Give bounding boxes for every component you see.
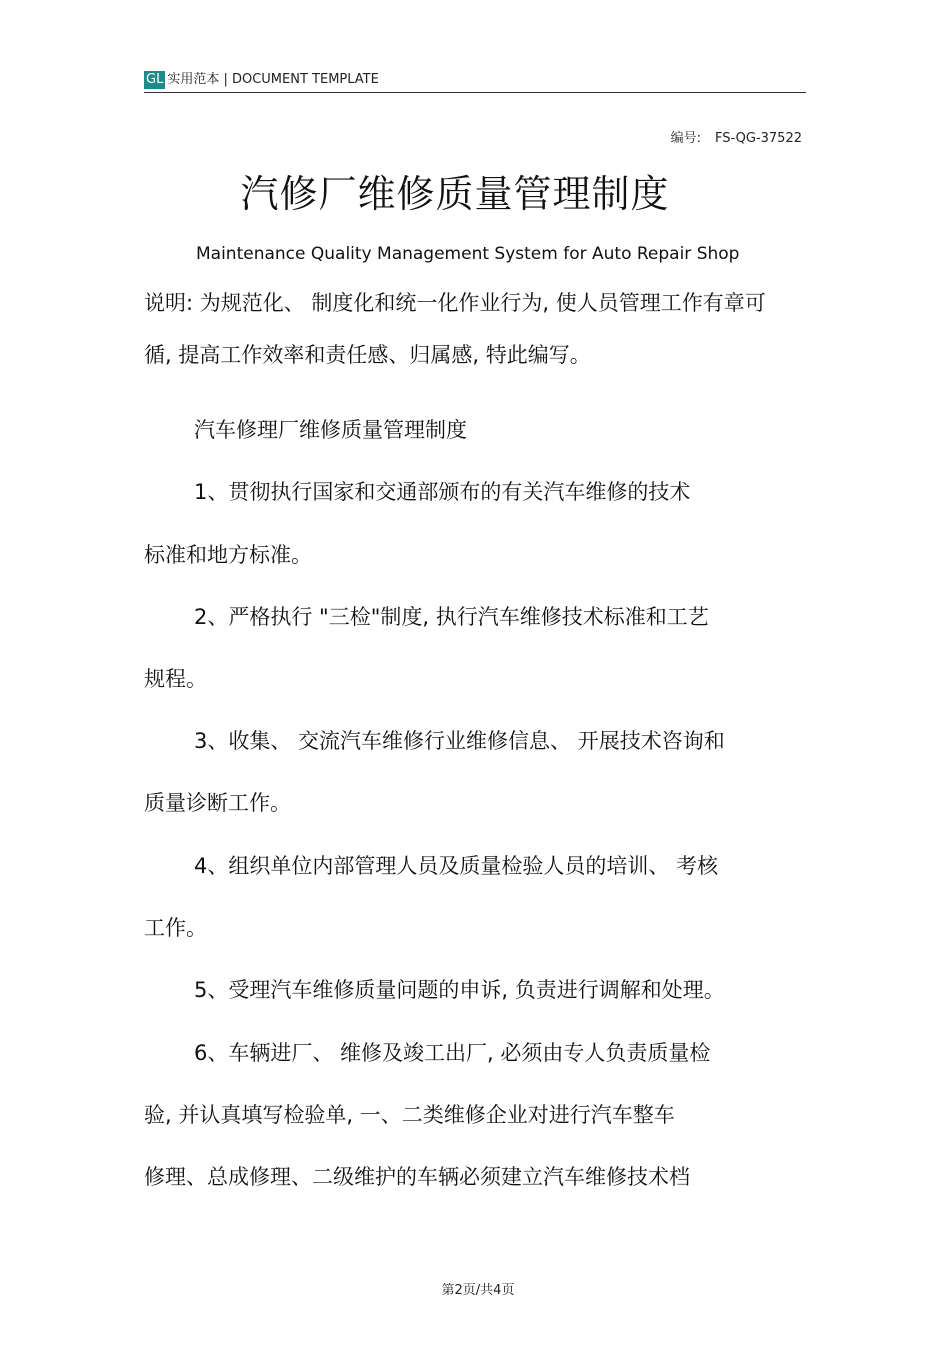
document-number [671, 127, 802, 146]
body-line: 5、受理汽车维修质量问题的申诉, 负责进行调解和处理。 [194, 978, 725, 1002]
section-heading: 汽车修理厂维修质量管理制度 [194, 418, 467, 442]
body-line: 4、组织单位内部管理人员及质量检验人员的培训、 考核 [194, 854, 719, 878]
body-line: 说明: 为规范化、 制度化和统一化作业行为, 使人员管理工作有章可 [144, 291, 766, 315]
body-line: 修理、总成修理、二级维护的车辆必须建立汽车维修技术档 [144, 1165, 690, 1189]
body-line: 循, 提高工作效率和责任感、归属感, 特此编写。 [144, 343, 591, 367]
brand-logo: GL [146, 72, 164, 87]
page-footer: 第2页/共4页 [441, 1283, 515, 1298]
document-title: 汽修厂维修质量管理制度 [240, 172, 670, 216]
body-line: 质量诊断工作。 [144, 791, 291, 815]
body-line: 工作。 [144, 916, 207, 940]
body-line: 规程。 [144, 667, 207, 691]
header-text: 实用范本 | DOCUMENT TEMPLATE [167, 72, 379, 87]
body-line: 验, 并认真填写检验单, 一、二类维修企业对进行汽车整车 [144, 1103, 675, 1127]
page-header [144, 70, 806, 93]
body-line: 标准和地方标准。 [144, 543, 312, 567]
document-number-value: FS-QG-37522 [714, 131, 802, 146]
body-line: 3、收集、 交流汽车维修行业维修信息、 开展技术咨询和 [194, 729, 725, 753]
document-subtitle: Maintenance Quality Management System for Auto Repair Shop [196, 244, 740, 264]
body-line: 2、严格执行 "三检"制度, 执行汽车维修技术标准和工艺 [194, 605, 709, 629]
body-line: 1、贯彻执行国家和交通部颁布的有关汽车维修的技术 [194, 480, 691, 504]
document-number-label: 编号: [670, 131, 701, 146]
body-line: 6、车辆进厂、 维修及竣工出厂, 必须由专人负责质量检 [194, 1041, 711, 1065]
